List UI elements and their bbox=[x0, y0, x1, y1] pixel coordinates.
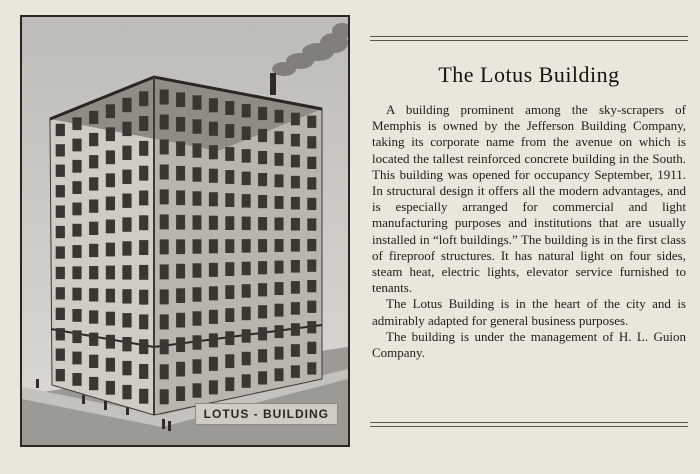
window bbox=[209, 357, 218, 371]
window bbox=[139, 339, 148, 354]
window bbox=[72, 160, 81, 173]
window bbox=[56, 144, 65, 156]
window bbox=[258, 349, 267, 362]
window bbox=[193, 239, 202, 253]
bottom-rule bbox=[370, 422, 688, 427]
window bbox=[209, 310, 218, 324]
window bbox=[89, 333, 98, 346]
window bbox=[291, 218, 300, 231]
window bbox=[89, 133, 98, 146]
window bbox=[291, 134, 300, 147]
window bbox=[258, 261, 267, 274]
window bbox=[258, 305, 267, 318]
window bbox=[139, 314, 148, 329]
window bbox=[56, 206, 65, 218]
window bbox=[122, 361, 131, 375]
window bbox=[275, 261, 284, 274]
window bbox=[72, 288, 81, 301]
window bbox=[209, 380, 218, 394]
window bbox=[160, 314, 169, 329]
window bbox=[122, 337, 131, 351]
window bbox=[225, 262, 234, 276]
window bbox=[176, 141, 185, 156]
window bbox=[89, 310, 98, 323]
window bbox=[56, 349, 65, 361]
window bbox=[209, 192, 218, 206]
window bbox=[258, 327, 267, 340]
window bbox=[307, 116, 316, 128]
window bbox=[122, 313, 131, 327]
window bbox=[225, 216, 234, 230]
window bbox=[242, 329, 251, 343]
window bbox=[122, 217, 131, 231]
window bbox=[275, 368, 284, 381]
window bbox=[275, 282, 284, 295]
window bbox=[258, 195, 267, 208]
window bbox=[275, 110, 284, 123]
window bbox=[139, 389, 148, 404]
window bbox=[193, 191, 202, 205]
window bbox=[291, 113, 300, 126]
window bbox=[122, 289, 131, 303]
window bbox=[258, 173, 267, 186]
window bbox=[160, 115, 169, 130]
window bbox=[209, 216, 218, 230]
window bbox=[160, 189, 169, 204]
window bbox=[209, 145, 218, 159]
window bbox=[209, 286, 218, 300]
window bbox=[89, 111, 98, 124]
paragraph-intro: A building prominent among the sky-scrapers of Memphis is owned by the Jefferson Building Company, taking its corporate name from the avenue on which is located the tallest reinforced concrete building in the South. This building was opened for occupancy September, 1911. In structural design it offers all the modern advantages, and is especially arranged for commercial and light manufacturing purposes and institutions that are usually installed in “loft buildings.” The building is in the first class of fireproof structures. It has natural light on four sides, steam heat, electric lights, elevator service furnished to tenants. bbox=[372, 102, 686, 296]
window bbox=[56, 246, 65, 258]
window bbox=[307, 198, 316, 210]
window bbox=[176, 215, 185, 230]
window bbox=[72, 203, 81, 216]
window bbox=[106, 381, 115, 395]
window bbox=[225, 285, 234, 299]
window bbox=[56, 308, 65, 320]
window bbox=[139, 141, 148, 156]
window bbox=[106, 127, 115, 141]
window bbox=[56, 287, 65, 299]
window bbox=[258, 107, 267, 120]
window bbox=[56, 369, 65, 381]
window bbox=[275, 347, 284, 360]
window bbox=[72, 373, 81, 386]
window bbox=[176, 313, 185, 328]
window bbox=[209, 122, 218, 136]
window bbox=[106, 312, 115, 326]
window bbox=[160, 140, 169, 155]
window bbox=[193, 335, 202, 349]
window bbox=[176, 337, 185, 352]
window bbox=[242, 194, 251, 208]
window bbox=[106, 289, 115, 303]
window bbox=[225, 331, 234, 345]
window bbox=[160, 289, 169, 304]
window bbox=[56, 165, 65, 177]
window bbox=[275, 131, 284, 144]
window bbox=[209, 263, 218, 277]
window bbox=[106, 358, 115, 372]
window bbox=[56, 124, 65, 136]
window bbox=[89, 266, 98, 279]
window bbox=[193, 383, 202, 397]
window bbox=[89, 222, 98, 235]
window bbox=[225, 147, 234, 161]
window bbox=[72, 352, 81, 365]
window bbox=[122, 194, 131, 208]
window bbox=[209, 169, 218, 183]
window bbox=[291, 155, 300, 168]
window bbox=[258, 129, 267, 142]
window bbox=[242, 307, 251, 321]
window bbox=[275, 153, 284, 166]
window bbox=[225, 354, 234, 368]
window bbox=[176, 117, 185, 132]
window bbox=[307, 218, 316, 230]
window bbox=[56, 328, 65, 340]
window bbox=[225, 124, 234, 138]
window bbox=[122, 122, 131, 136]
window bbox=[225, 377, 234, 391]
window bbox=[72, 330, 81, 343]
window bbox=[193, 311, 202, 325]
window bbox=[242, 217, 251, 231]
photo-caption: LOTUS - BUILDING bbox=[195, 403, 338, 425]
window bbox=[122, 170, 131, 184]
window bbox=[225, 170, 234, 184]
window bbox=[307, 136, 316, 148]
window bbox=[106, 150, 115, 164]
window bbox=[307, 342, 316, 354]
article bbox=[372, 62, 686, 361]
window bbox=[176, 190, 185, 205]
window bbox=[176, 288, 185, 303]
window bbox=[242, 172, 251, 186]
window bbox=[225, 308, 234, 322]
window bbox=[89, 244, 98, 257]
window bbox=[291, 344, 300, 357]
window bbox=[160, 389, 169, 404]
window bbox=[242, 262, 251, 276]
window bbox=[106, 335, 115, 349]
window bbox=[72, 117, 81, 130]
window bbox=[242, 127, 251, 141]
window bbox=[72, 224, 81, 237]
window bbox=[209, 239, 218, 253]
window bbox=[106, 220, 115, 234]
window bbox=[275, 196, 284, 209]
window bbox=[160, 339, 169, 354]
window bbox=[225, 239, 234, 253]
paragraph-management: The building is under the management of H. L. Guion Company. bbox=[372, 328, 686, 361]
top-rule bbox=[370, 36, 688, 41]
window bbox=[258, 239, 267, 252]
window bbox=[242, 104, 251, 118]
window bbox=[307, 301, 316, 313]
window bbox=[89, 177, 98, 190]
window bbox=[106, 173, 115, 187]
window bbox=[225, 193, 234, 207]
window bbox=[307, 157, 316, 169]
window bbox=[275, 239, 284, 252]
window bbox=[106, 266, 115, 280]
window bbox=[275, 304, 284, 317]
window bbox=[275, 325, 284, 338]
window bbox=[139, 166, 148, 181]
window bbox=[160, 214, 169, 229]
window bbox=[193, 167, 202, 181]
window bbox=[122, 265, 131, 279]
building-photo bbox=[20, 15, 350, 447]
window bbox=[106, 104, 115, 118]
window bbox=[258, 217, 267, 230]
window bbox=[307, 260, 316, 272]
window bbox=[139, 364, 148, 379]
window bbox=[89, 355, 98, 368]
window bbox=[291, 176, 300, 189]
window bbox=[160, 165, 169, 180]
window bbox=[89, 288, 98, 301]
window bbox=[72, 181, 81, 194]
window bbox=[291, 197, 300, 210]
window bbox=[72, 245, 81, 258]
paragraph-location: The Lotus Building is in the heart of the city and is admirably adapted for general business purposes. bbox=[372, 296, 686, 328]
window bbox=[258, 283, 267, 296]
window bbox=[242, 352, 251, 366]
window bbox=[193, 263, 202, 277]
window bbox=[122, 385, 131, 399]
window bbox=[72, 309, 81, 322]
window bbox=[258, 151, 267, 164]
window bbox=[176, 239, 185, 254]
window bbox=[209, 98, 218, 112]
window bbox=[139, 265, 148, 280]
window bbox=[307, 177, 316, 189]
building-illustration bbox=[22, 17, 348, 445]
window bbox=[160, 239, 169, 254]
window bbox=[291, 260, 300, 273]
window bbox=[139, 91, 148, 106]
window bbox=[176, 386, 185, 401]
window bbox=[193, 359, 202, 373]
window bbox=[275, 218, 284, 231]
article-title: The Lotus Building bbox=[438, 62, 620, 87]
window bbox=[122, 241, 131, 255]
window bbox=[56, 226, 65, 238]
window bbox=[139, 240, 148, 255]
window bbox=[193, 143, 202, 157]
window bbox=[193, 287, 202, 301]
window bbox=[193, 119, 202, 133]
window bbox=[307, 280, 316, 292]
window bbox=[242, 284, 251, 298]
window bbox=[193, 215, 202, 229]
window bbox=[291, 239, 300, 252]
window bbox=[193, 95, 202, 109]
window bbox=[89, 377, 98, 390]
window bbox=[242, 239, 251, 253]
window bbox=[160, 90, 169, 105]
window bbox=[176, 264, 185, 279]
window bbox=[307, 362, 316, 374]
window bbox=[176, 166, 185, 181]
window bbox=[160, 364, 169, 379]
window bbox=[89, 200, 98, 213]
window bbox=[160, 264, 169, 279]
window bbox=[122, 98, 131, 112]
window bbox=[291, 281, 300, 294]
window bbox=[258, 371, 267, 384]
window bbox=[139, 191, 148, 206]
window bbox=[225, 101, 234, 115]
window bbox=[291, 323, 300, 336]
window bbox=[106, 197, 115, 211]
window bbox=[106, 243, 115, 257]
window bbox=[291, 302, 300, 315]
window bbox=[307, 321, 316, 333]
window bbox=[176, 362, 185, 377]
window bbox=[242, 149, 251, 163]
window bbox=[139, 290, 148, 305]
window bbox=[56, 185, 65, 197]
window bbox=[291, 365, 300, 378]
window bbox=[307, 239, 316, 251]
window bbox=[176, 92, 185, 107]
window bbox=[275, 174, 284, 187]
window bbox=[56, 267, 65, 279]
window bbox=[139, 215, 148, 230]
window bbox=[209, 333, 218, 347]
chimney bbox=[270, 73, 276, 95]
window bbox=[72, 266, 81, 279]
window bbox=[242, 374, 251, 388]
window bbox=[139, 116, 148, 131]
window bbox=[72, 139, 81, 152]
window bbox=[89, 155, 98, 168]
window bbox=[122, 146, 131, 160]
